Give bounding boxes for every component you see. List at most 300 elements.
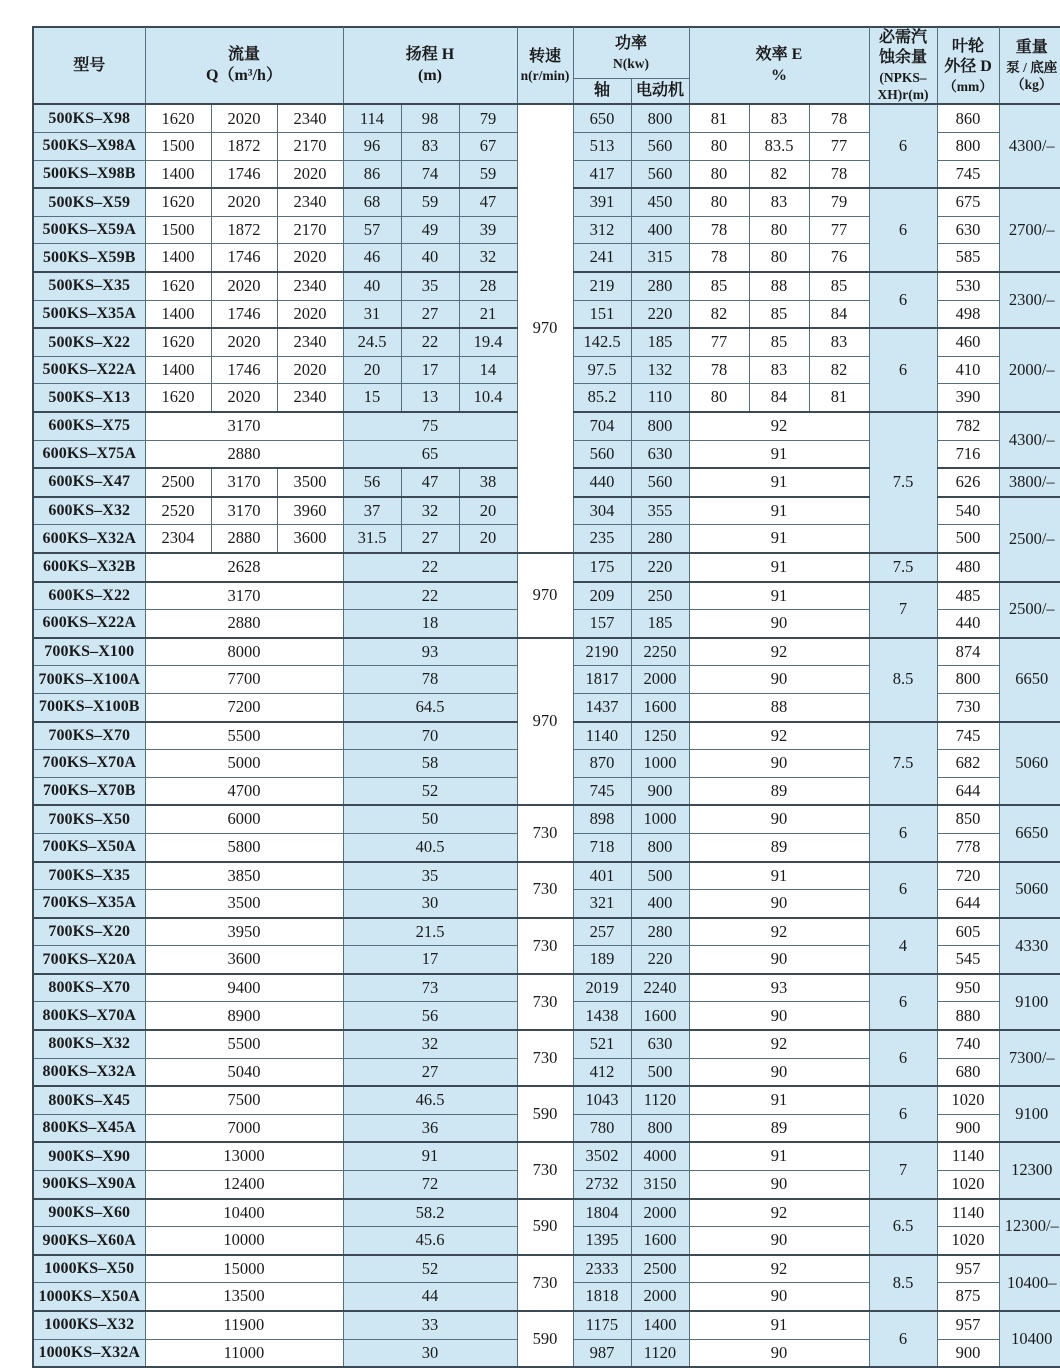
cell-efficiency: 90 <box>689 610 869 638</box>
cell-head: 79 <box>459 104 517 132</box>
header-head <box>343 27 517 104</box>
cell-model: 500KS–X35A <box>33 300 145 328</box>
cell-flow: 13500 <box>145 1283 343 1311</box>
cell-efficiency: 80 <box>689 160 749 188</box>
cell-impeller-diameter: 1020 <box>937 1171 999 1199</box>
cell-flow: 2880 <box>145 440 343 468</box>
cell-flow: 2628 <box>145 553 343 582</box>
cell-power-motor: 132 <box>631 356 689 384</box>
cell-weight: 12300/– <box>999 1199 1060 1255</box>
cell-efficiency: 90 <box>689 1283 869 1311</box>
cell-head: 27 <box>343 1058 517 1086</box>
cell-flow: 5500 <box>145 722 343 750</box>
cell-head: 59 <box>459 160 517 188</box>
cell-efficiency: 92 <box>689 722 869 750</box>
cell-impeller-diameter: 778 <box>937 833 999 861</box>
cell-head: 96 <box>343 133 401 161</box>
cell-head: 47 <box>401 468 459 497</box>
cell-efficiency: 84 <box>749 384 809 412</box>
header-npsh-line1: 必需汽 <box>879 29 928 46</box>
cell-efficiency: 81 <box>689 104 749 132</box>
cell-head: 15 <box>343 384 401 412</box>
cell-flow: 2020 <box>211 384 277 412</box>
table-body <box>33 104 1060 1367</box>
cell-efficiency: 80 <box>689 188 749 216</box>
header-speed <box>517 27 573 104</box>
cell-head: 91 <box>343 1142 517 1170</box>
header-npsh <box>869 27 937 104</box>
cell-impeller-diameter: 530 <box>937 272 999 300</box>
header-impeller-line1: 叶轮 <box>952 37 985 55</box>
header-model <box>33 27 145 104</box>
cell-power-motor: 250 <box>631 582 689 610</box>
cell-flow: 1620 <box>145 384 211 412</box>
cell-flow: 5000 <box>145 750 343 778</box>
cell-model: 1000KS–X50 <box>33 1255 145 1283</box>
cell-head: 36 <box>343 1114 517 1142</box>
cell-model: 700KS–X70 <box>33 722 145 750</box>
cell-power-shaft: 1438 <box>573 1002 631 1030</box>
cell-head: 46.5 <box>343 1086 517 1114</box>
cell-power-motor: 450 <box>631 188 689 216</box>
cell-flow: 3600 <box>145 946 343 974</box>
cell-npsh: 6 <box>869 272 937 328</box>
cell-power-shaft: 870 <box>573 750 631 778</box>
cell-flow: 1746 <box>211 356 277 384</box>
cell-flow: 2020 <box>277 356 343 384</box>
cell-power-shaft: 391 <box>573 188 631 216</box>
cell-power-shaft: 2732 <box>573 1171 631 1199</box>
cell-head: 50 <box>343 805 517 833</box>
cell-flow: 1620 <box>145 328 211 356</box>
cell-speed: 970 <box>517 104 573 553</box>
cell-flow: 7000 <box>145 1114 343 1142</box>
cell-weight: 7300/– <box>999 1030 1060 1086</box>
cell-model: 600KS–X32A <box>33 525 145 553</box>
cell-speed: 970 <box>517 638 573 806</box>
cell-power-motor: 220 <box>631 300 689 328</box>
cell-head: 75 <box>343 412 517 440</box>
cell-power-shaft: 209 <box>573 582 631 610</box>
cell-npsh: 4 <box>869 918 937 974</box>
cell-flow: 10400 <box>145 1199 343 1227</box>
cell-impeller-diameter: 1020 <box>937 1086 999 1114</box>
cell-head: 17 <box>401 356 459 384</box>
cell-flow: 5500 <box>145 1030 343 1058</box>
header-head-title: 扬程 H <box>405 46 455 64</box>
cell-impeller-diameter: 745 <box>937 722 999 750</box>
cell-efficiency: 85 <box>749 300 809 328</box>
cell-head: 39 <box>459 216 517 244</box>
cell-power-shaft: 745 <box>573 777 631 805</box>
cell-impeller-diameter: 900 <box>937 1339 999 1367</box>
cell-flow: 1872 <box>211 216 277 244</box>
cell-flow: 3950 <box>145 918 343 946</box>
cell-efficiency: 90 <box>689 1002 869 1030</box>
cell-impeller-diameter: 740 <box>937 1030 999 1058</box>
cell-head: 14 <box>459 356 517 384</box>
cell-efficiency: 92 <box>689 412 869 440</box>
cell-flow: 11000 <box>145 1339 343 1367</box>
cell-flow: 3170 <box>211 468 277 497</box>
cell-efficiency: 78 <box>809 104 869 132</box>
cell-flow: 1400 <box>145 356 211 384</box>
table-row <box>33 638 1060 666</box>
cell-impeller-diameter: 682 <box>937 750 999 778</box>
cell-speed: 730 <box>517 862 573 918</box>
cell-efficiency: 91 <box>689 468 869 497</box>
cell-efficiency: 83 <box>749 104 809 132</box>
cell-flow: 2020 <box>211 104 277 132</box>
cell-power-motor: 800 <box>631 1114 689 1142</box>
header-power-title: 功率 <box>614 35 647 53</box>
cell-speed: 590 <box>517 1311 573 1367</box>
cell-flow: 8900 <box>145 1002 343 1030</box>
cell-model: 500KS–X98 <box>33 104 145 132</box>
cell-power-motor: 900 <box>631 777 689 805</box>
cell-flow: 1400 <box>145 160 211 188</box>
cell-npsh: 7 <box>869 582 937 638</box>
cell-model: 800KS–X32A <box>33 1058 145 1086</box>
cell-efficiency: 90 <box>689 750 869 778</box>
cell-power-shaft: 898 <box>573 805 631 833</box>
cell-head: 32 <box>459 244 517 272</box>
cell-power-motor: 1600 <box>631 1227 689 1255</box>
cell-model: 500KS–X22A <box>33 356 145 384</box>
cell-npsh: 6 <box>869 1086 937 1142</box>
cell-flow: 7700 <box>145 666 343 694</box>
cell-model: 1000KS–X32A <box>33 1339 145 1367</box>
cell-head: 20 <box>459 497 517 525</box>
header-flow-unit: Q（m³/h） <box>206 66 282 84</box>
cell-power-shaft: 219 <box>573 272 631 300</box>
cell-power-shaft: 1395 <box>573 1227 631 1255</box>
cell-head: 58.2 <box>343 1199 517 1227</box>
cell-weight: 2500/– <box>999 582 1060 638</box>
cell-power-motor: 1600 <box>631 693 689 721</box>
cell-flow: 3850 <box>145 862 343 890</box>
cell-weight: 2300/– <box>999 272 1060 328</box>
cell-impeller-diameter: 540 <box>937 497 999 525</box>
cell-power-motor: 185 <box>631 610 689 638</box>
cell-npsh: 6 <box>869 328 937 412</box>
cell-power-shaft: 151 <box>573 300 631 328</box>
cell-power-shaft: 412 <box>573 1058 631 1086</box>
cell-flow: 3170 <box>145 582 343 610</box>
cell-impeller-diameter: 1020 <box>937 1227 999 1255</box>
header-efficiency-title: 效率 E <box>755 46 803 64</box>
cell-head: 98 <box>401 104 459 132</box>
cell-power-shaft: 1175 <box>573 1311 631 1339</box>
cell-head: 74 <box>401 160 459 188</box>
cell-impeller-diameter: 460 <box>937 328 999 356</box>
cell-model: 500KS–X35 <box>33 272 145 300</box>
header-power-unit: N(kw) <box>613 55 649 71</box>
cell-power-motor: 630 <box>631 1030 689 1058</box>
cell-impeller-diameter: 800 <box>937 666 999 694</box>
cell-weight: 5060 <box>999 862 1060 918</box>
table-header <box>33 27 1060 104</box>
cell-power-shaft: 241 <box>573 244 631 272</box>
cell-impeller-diameter: 745 <box>937 160 999 188</box>
cell-efficiency: 91 <box>689 582 869 610</box>
header-efficiency <box>689 27 869 104</box>
cell-speed: 590 <box>517 1086 573 1142</box>
cell-flow: 1746 <box>211 160 277 188</box>
cell-efficiency: 89 <box>689 777 869 805</box>
cell-power-motor: 2000 <box>631 1199 689 1227</box>
cell-efficiency: 91 <box>689 497 869 525</box>
cell-impeller-diameter: 644 <box>937 890 999 918</box>
cell-efficiency: 91 <box>689 553 869 582</box>
cell-efficiency: 85 <box>809 272 869 300</box>
cell-head: 73 <box>343 974 517 1002</box>
cell-head: 28 <box>459 272 517 300</box>
cell-flow: 1746 <box>211 300 277 328</box>
cell-weight: 2500/– <box>999 497 1060 582</box>
header-power <box>573 27 689 79</box>
cell-power-motor: 110 <box>631 384 689 412</box>
cell-head: 78 <box>343 666 517 694</box>
cell-power-motor: 2240 <box>631 974 689 1002</box>
cell-head: 10.4 <box>459 384 517 412</box>
cell-speed: 730 <box>517 1255 573 1311</box>
cell-npsh: 6 <box>869 862 937 918</box>
cell-head: 64.5 <box>343 693 517 721</box>
cell-power-shaft: 987 <box>573 1339 631 1367</box>
cell-power-shaft: 780 <box>573 1114 631 1142</box>
cell-power-shaft: 521 <box>573 1030 631 1058</box>
cell-efficiency: 78 <box>689 216 749 244</box>
cell-power-motor: 560 <box>631 468 689 497</box>
header-npsh-line4: XH)r(m) <box>877 87 929 103</box>
cell-efficiency: 92 <box>689 1030 869 1058</box>
cell-efficiency: 80 <box>749 244 809 272</box>
cell-head: 22 <box>343 553 517 582</box>
cell-flow: 2170 <box>277 216 343 244</box>
cell-head: 35 <box>401 272 459 300</box>
cell-flow: 2520 <box>145 497 211 525</box>
table-row <box>33 918 1060 946</box>
cell-model: 600KS–X75 <box>33 412 145 440</box>
cell-npsh: 7 <box>869 1142 937 1198</box>
cell-weight: 12300 <box>999 1142 1060 1198</box>
cell-power-shaft: 2019 <box>573 974 631 1002</box>
cell-efficiency: 82 <box>749 160 809 188</box>
cell-flow: 11900 <box>145 1311 343 1339</box>
cell-flow: 2020 <box>211 328 277 356</box>
cell-model: 700KS–X100 <box>33 638 145 666</box>
cell-model: 700KS–X70B <box>33 777 145 805</box>
cell-head: 21 <box>459 300 517 328</box>
cell-flow: 1620 <box>145 104 211 132</box>
cell-efficiency: 90 <box>689 666 869 694</box>
cell-model: 500KS–X22 <box>33 328 145 356</box>
cell-power-shaft: 257 <box>573 918 631 946</box>
cell-model: 700KS–X50A <box>33 833 145 861</box>
cell-model: 500KS–X13 <box>33 384 145 412</box>
cell-impeller-diameter: 875 <box>937 1283 999 1311</box>
cell-speed: 730 <box>517 974 573 1030</box>
cell-head: 47 <box>459 188 517 216</box>
cell-impeller-diameter: 1140 <box>937 1199 999 1227</box>
cell-head: 68 <box>343 188 401 216</box>
cell-weight: 9100 <box>999 974 1060 1030</box>
cell-impeller-diameter: 880 <box>937 1002 999 1030</box>
cell-npsh: 6 <box>869 1030 937 1086</box>
cell-weight: 2700/– <box>999 188 1060 272</box>
pump-specification-table <box>32 26 1060 1368</box>
cell-model: 600KS–X22 <box>33 582 145 610</box>
header-power-shaft-label: 轴 <box>593 82 610 100</box>
cell-efficiency: 90 <box>689 1171 869 1199</box>
cell-model: 900KS–X90A <box>33 1171 145 1199</box>
cell-power-shaft: 142.5 <box>573 328 631 356</box>
cell-flow: 2340 <box>277 188 343 216</box>
cell-weight: 6650 <box>999 638 1060 722</box>
cell-power-motor: 355 <box>631 497 689 525</box>
cell-power-motor: 1000 <box>631 805 689 833</box>
cell-impeller-diameter: 800 <box>937 133 999 161</box>
cell-model: 700KS–X100A <box>33 666 145 694</box>
cell-weight: 4300/– <box>999 104 1060 188</box>
cell-npsh: 6 <box>869 805 937 861</box>
cell-model: 600KS–X75A <box>33 440 145 468</box>
cell-model: 900KS–X60A <box>33 1227 145 1255</box>
cell-npsh: 7.5 <box>869 412 937 553</box>
cell-efficiency: 82 <box>809 356 869 384</box>
header-model-label: 型号 <box>73 56 106 74</box>
cell-flow: 2304 <box>145 525 211 553</box>
cell-model: 500KS–X59 <box>33 188 145 216</box>
cell-efficiency: 78 <box>689 244 749 272</box>
cell-impeller-diameter: 782 <box>937 412 999 440</box>
cell-head: 52 <box>343 1255 517 1283</box>
cell-power-shaft: 1043 <box>573 1086 631 1114</box>
cell-power-motor: 2000 <box>631 1283 689 1311</box>
cell-head: 38 <box>459 468 517 497</box>
cell-power-motor: 1600 <box>631 1002 689 1030</box>
cell-flow: 3600 <box>277 525 343 553</box>
cell-speed: 730 <box>517 805 573 861</box>
cell-power-shaft: 3502 <box>573 1142 631 1170</box>
cell-power-shaft: 97.5 <box>573 356 631 384</box>
cell-efficiency: 80 <box>749 216 809 244</box>
cell-power-shaft: 157 <box>573 610 631 638</box>
cell-flow: 15000 <box>145 1255 343 1283</box>
cell-power-motor: 1000 <box>631 750 689 778</box>
cell-efficiency: 77 <box>809 133 869 161</box>
cell-power-shaft: 312 <box>573 216 631 244</box>
header-weight <box>999 27 1060 104</box>
cell-impeller-diameter: 585 <box>937 244 999 272</box>
cell-impeller-diameter: 1140 <box>937 1142 999 1170</box>
table-row <box>33 805 1060 833</box>
cell-head: 30 <box>343 1339 517 1367</box>
cell-power-motor: 185 <box>631 328 689 356</box>
cell-power-shaft: 175 <box>573 553 631 582</box>
cell-impeller-diameter: 605 <box>937 918 999 946</box>
header-head-unit: (m) <box>418 66 442 84</box>
cell-head: 59 <box>401 188 459 216</box>
header-weight-line2: 泵 / 底座 <box>1006 59 1058 75</box>
cell-flow: 3170 <box>145 412 343 440</box>
cell-efficiency: 85 <box>749 328 809 356</box>
cell-flow: 5800 <box>145 833 343 861</box>
cell-efficiency: 92 <box>689 918 869 946</box>
cell-power-shaft: 1140 <box>573 722 631 750</box>
cell-flow: 2170 <box>277 133 343 161</box>
cell-efficiency: 83 <box>749 356 809 384</box>
cell-impeller-diameter: 860 <box>937 104 999 132</box>
cell-efficiency: 83 <box>749 188 809 216</box>
cell-head: 56 <box>343 468 401 497</box>
cell-model: 700KS–X20 <box>33 918 145 946</box>
cell-model: 700KS–X70A <box>33 750 145 778</box>
cell-power-shaft: 321 <box>573 890 631 918</box>
header-power-motor-label: 电动机 <box>635 82 684 100</box>
table-row <box>33 1086 1060 1114</box>
cell-power-motor: 500 <box>631 1058 689 1086</box>
cell-power-motor: 280 <box>631 525 689 553</box>
cell-impeller-diameter: 957 <box>937 1311 999 1339</box>
cell-model: 700KS–X35A <box>33 890 145 918</box>
cell-flow: 8000 <box>145 638 343 666</box>
cell-flow: 2340 <box>277 384 343 412</box>
table-row <box>33 1311 1060 1339</box>
cell-weight: 10400– <box>999 1255 1060 1311</box>
cell-efficiency: 90 <box>689 890 869 918</box>
header-impeller-line2: 外径 D <box>944 58 992 76</box>
cell-impeller-diameter: 900 <box>937 1114 999 1142</box>
cell-efficiency: 90 <box>689 1339 869 1367</box>
cell-model: 700KS–X100B <box>33 693 145 721</box>
cell-power-motor: 560 <box>631 160 689 188</box>
cell-speed: 970 <box>517 553 573 638</box>
cell-impeller-diameter: 390 <box>937 384 999 412</box>
cell-head: 31.5 <box>343 525 401 553</box>
cell-head: 83 <box>401 133 459 161</box>
cell-power-motor: 2000 <box>631 666 689 694</box>
cell-head: 20 <box>343 356 401 384</box>
table-row <box>33 862 1060 890</box>
cell-head: 19.4 <box>459 328 517 356</box>
cell-flow: 1620 <box>145 188 211 216</box>
header-speed-unit: n(r/min) <box>520 68 570 84</box>
cell-weight: 4300/– <box>999 412 1060 468</box>
cell-model: 1000KS–X32 <box>33 1311 145 1339</box>
cell-head: 49 <box>401 216 459 244</box>
cell-head: 44 <box>343 1283 517 1311</box>
cell-power-shaft: 189 <box>573 946 631 974</box>
cell-flow: 12400 <box>145 1171 343 1199</box>
cell-efficiency: 92 <box>689 1255 869 1283</box>
cell-efficiency: 88 <box>689 693 869 721</box>
cell-flow: 5040 <box>145 1058 343 1086</box>
cell-model: 500KS–X59A <box>33 216 145 244</box>
cell-impeller-diameter: 626 <box>937 468 999 497</box>
cell-flow: 13000 <box>145 1142 343 1170</box>
cell-efficiency: 85 <box>689 272 749 300</box>
cell-impeller-diameter: 410 <box>937 356 999 384</box>
cell-head: 27 <box>401 300 459 328</box>
header-impeller-diameter <box>937 27 999 104</box>
cell-power-motor: 220 <box>631 553 689 582</box>
cell-head: 86 <box>343 160 401 188</box>
cell-flow: 2020 <box>277 244 343 272</box>
cell-npsh: 6.5 <box>869 1199 937 1255</box>
table-row <box>33 104 1060 132</box>
